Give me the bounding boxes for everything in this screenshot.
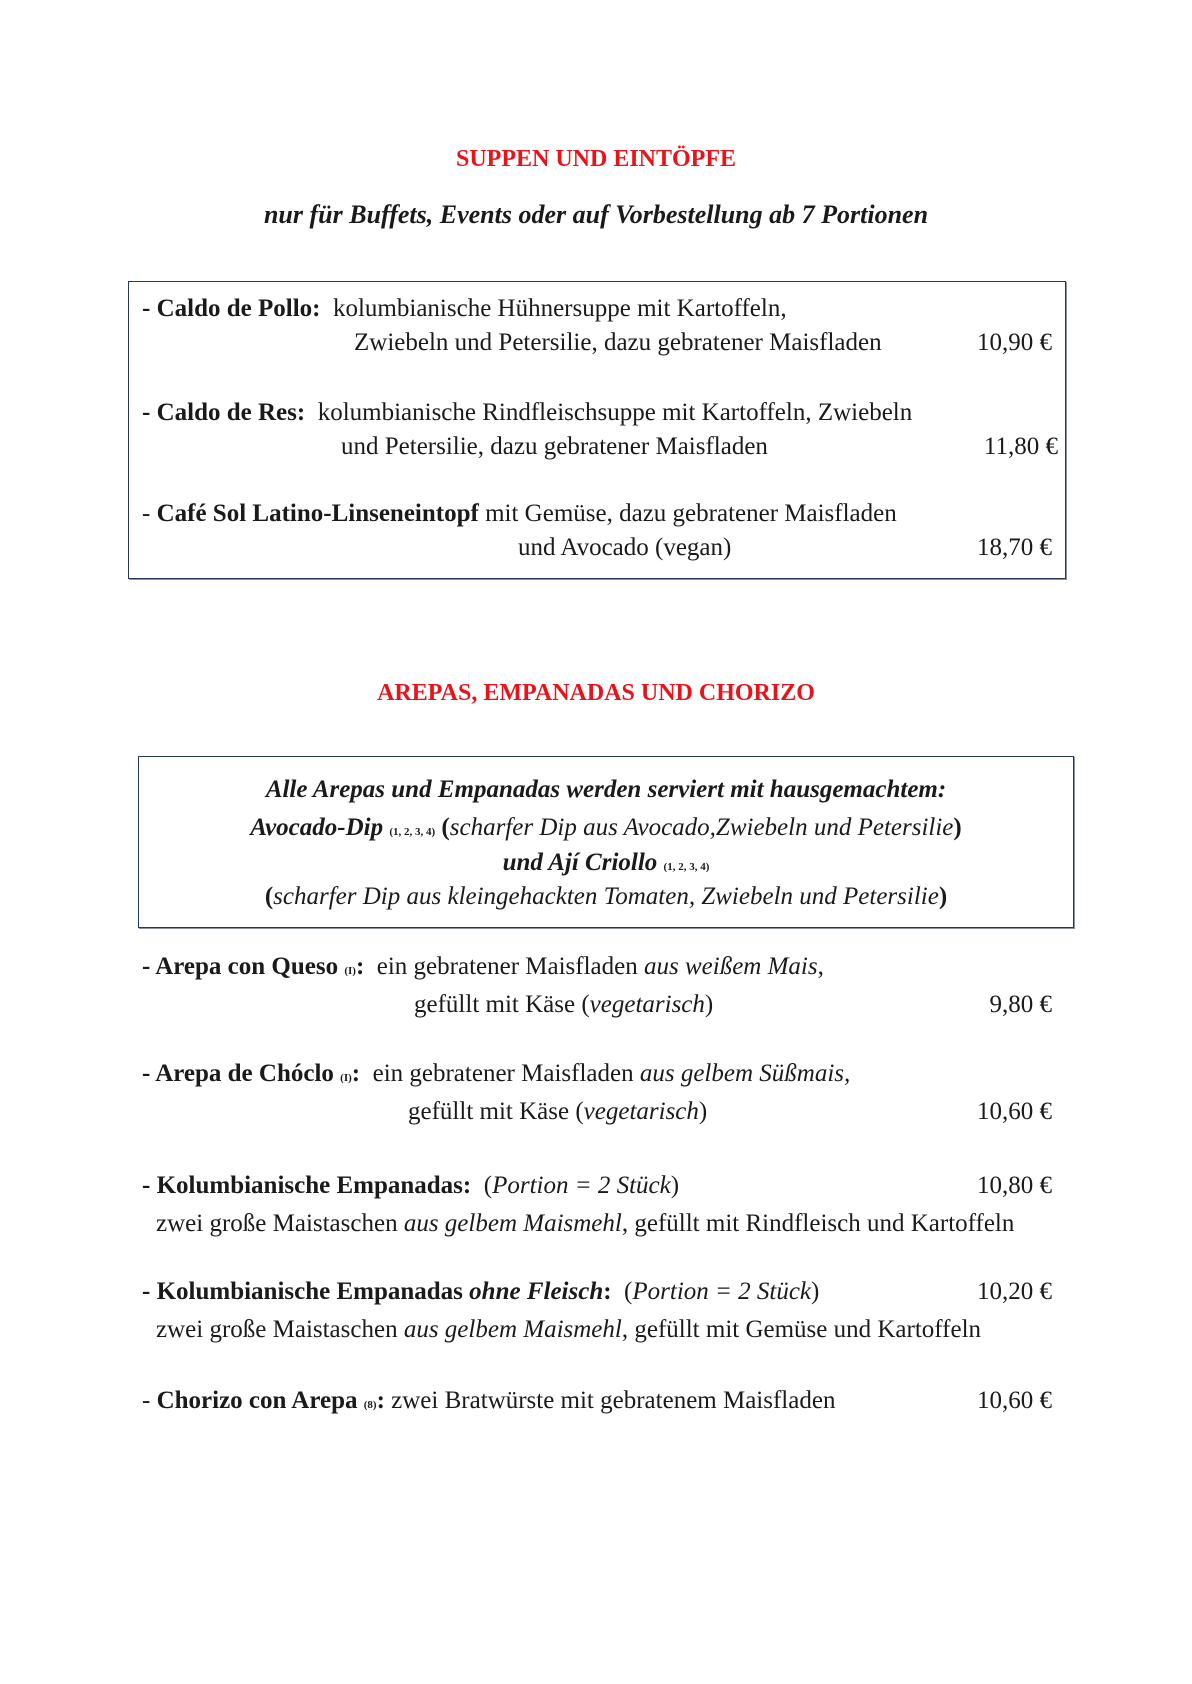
item-desc: kolumbianische Rindfleischsuppe mit Kartoffeln, Zwiebeln	[317, 399, 913, 426]
menu-item-caldo-de-res: - Caldo de Res: kolumbianische Rindfleischsuppe mit Kartoffeln, Zwiebeln	[142, 399, 913, 426]
allergen-note: (I)	[344, 965, 356, 977]
dip-desc: scharfer Dip aus kleingehackten Tomaten, Zwiebeln und Petersilie	[273, 883, 939, 910]
dip-info-avocado: Avocado-Dip (1, 2, 3, 4) (scharfer Dip aus Avocado,Zwiebeln und Petersilie)	[250, 814, 962, 841]
item-desc: zwei große Maistaschen aus gelbem Maismehl, gefüllt mit Gemüse und Kartoffeln	[156, 1316, 982, 1343]
item-desc-cont: Zwiebeln und Petersilie, dazu gebratener Maisfladen	[354, 329, 882, 356]
item-name: Arepa con Queso	[155, 953, 339, 980]
item-name: Arepa de Chóclo	[155, 1060, 334, 1087]
item-name: Caldo de Pollo:	[156, 295, 321, 322]
dip-name: und Ají Criollo	[502, 849, 658, 876]
dip-info-intro: Alle Arepas und Empanadas werden serviert mit hausgemachtem:	[265, 776, 947, 803]
item-desc: kolumbianische Hühnersuppe mit Kartoffeln,	[332, 295, 787, 322]
item-desc-cont: und Avocado (vegan)	[518, 534, 732, 561]
item-desc: mit Gemüse, dazu gebratener Maisfladen	[485, 500, 897, 527]
item-desc: zwei große Maistaschen aus gelbem Maismehl, gefüllt mit Rindfleisch und Kartoffeln	[156, 1210, 1015, 1237]
allergen-note: (8)	[363, 1399, 377, 1411]
item-name: Chorizo con Arepa	[156, 1387, 358, 1414]
item-desc-cont: gefüllt mit Käse (vegetarisch)	[408, 1098, 708, 1125]
dip-info-aji	[138, 849, 1074, 877]
menu-item-linseneintopf: - Café Sol Latino-Linseneintopf mit Gemüse, dazu gebratener Maisfladen	[142, 500, 897, 527]
menu-item-chorizo-con-arepa: - Chorizo con Arepa (8): zwei Bratwürste mit gebratenem Maisfladen	[142, 1387, 836, 1414]
section-title-arepas: AREPAS, EMPANADAS UND CHORIZO	[377, 680, 815, 706]
dip-name: Avocado-Dip	[250, 814, 384, 841]
section-title-soups: SUPPEN UND EINTÖPFE	[455, 146, 737, 172]
section-subtitle-soups: nur für Buffets, Events oder auf Vorbestellung ab 7 Portionen	[263, 200, 929, 229]
menu-item-arepa-con-queso: - Arepa con Queso (I): ein gebratener Maisfladen aus weißem Mais,	[142, 953, 824, 980]
item-desc: zwei Bratwürste mit gebratenem Maisfladen	[391, 1387, 836, 1414]
item-price: 10,20 €	[977, 1278, 1052, 1305]
menu-item-empanadas-ohne-fleisch: - Kolumbianische Empanadas ohne Fleisch: (Portion = 2 Stück)	[142, 1278, 820, 1305]
item-name: Kolumbianische Empanadas	[156, 1278, 470, 1305]
item-price: 18,70 €	[977, 534, 1052, 561]
menu-item-caldo-de-pollo: - Caldo de Pollo: kolumbianische Hühnersuppe mit Kartoffeln,	[142, 295, 787, 322]
item-name: Caldo de Res:	[156, 399, 306, 426]
item-name: Café Sol Latino-Linseneintopf	[156, 500, 479, 527]
item-price: 11,80 €	[983, 433, 1058, 460]
dip-info-aji-desc: (scharfer Dip aus kleingehackten Tomaten, Zwiebeln und Petersilie)	[264, 883, 948, 910]
allergen-note: (1, 2, 3, 4)	[663, 861, 710, 873]
dip-desc: scharfer Dip aus Avocado,Zwiebeln und Petersilie	[449, 814, 954, 841]
portion-info: Portion = 2 Stück	[492, 1172, 671, 1199]
item-price: 10,90 €	[977, 329, 1052, 356]
item-desc-cont: gefüllt mit Käse (vegetarisch)	[414, 991, 714, 1018]
menu-item-arepa-de-choclo: - Arepa de Chóclo (I): ein gebratener Maisfladen aus gelbem Süßmais,	[142, 1060, 851, 1087]
allergen-note: (I)	[340, 1072, 352, 1084]
item-price: 10,60 €	[977, 1387, 1052, 1414]
item-price: 9,80 €	[989, 991, 1052, 1018]
item-name: Kolumbianische Empanadas:	[156, 1172, 472, 1199]
item-price: 10,60 €	[977, 1098, 1052, 1125]
allergen-note: (1, 2, 3, 4)	[389, 826, 436, 838]
item-price: 10,80 €	[977, 1172, 1052, 1199]
item-desc-cont: und Petersilie, dazu gebratener Maisfladen	[341, 433, 768, 460]
menu-item-empanadas: - Kolumbianische Empanadas: (Portion = 2 Stück)	[142, 1172, 680, 1199]
portion-info: Portion = 2 Stück	[632, 1278, 812, 1305]
